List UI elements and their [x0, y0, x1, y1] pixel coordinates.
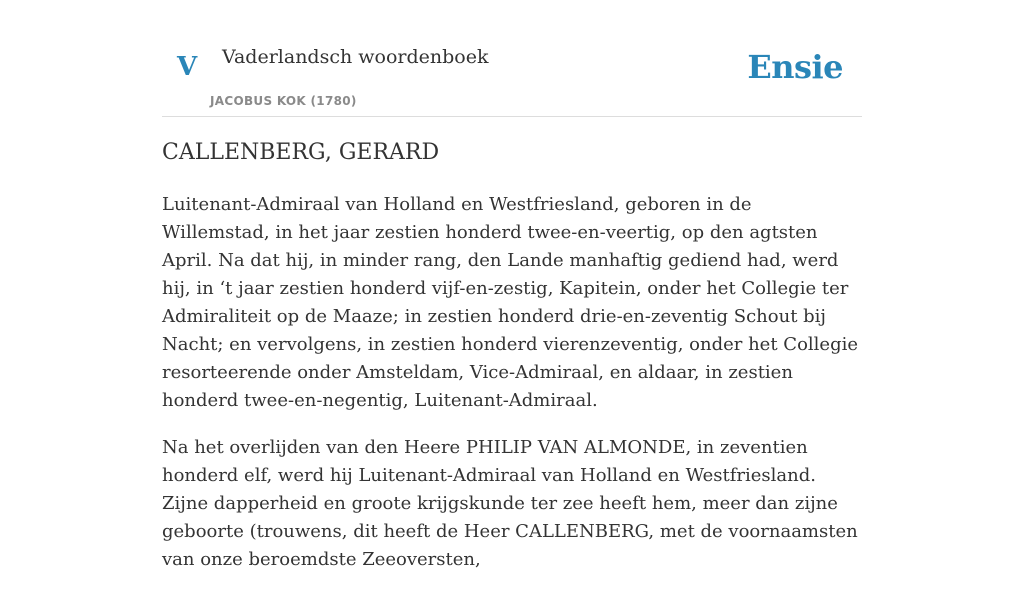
- entry-paragraph: Na het overlijden van den Heere PHILIP VAN ALMONDE, in zeventien honderd elf, werd hij Luitenant-Admiraal van Holland en Westfriesland. Zijne dapperheid en groote krijgskunde ter zee heeft hem, meer dan zijne geboorte (trouwens, dit heeft de Heer CALLENBERG, met de voornaamsten van onze beroemdste Zeeoversten,: [162, 437, 858, 570]
- entry-body: [162, 191, 864, 593]
- entry-paragraph: Luitenant-Admiraal van Holland en Westfriesland, geboren in de Willemstad, in het jaar zestien honderd twee-en-veertig, op den agtsten April. Na dat hij, in minder rang, den Lande manhaftig gediend had, werd hij, in ‘t jaar zestien honderd vijf-en-zestig, Kapitein, onder het Collegie ter Admiraliteit op de Maaze; in zestien honderd drie-en-zeventig Schout bij Nacht; en vervolgens, in zestien honderd vierenzeventig, onder het Collegie resorteerende onder Amsteldam, Vice-Admiraal, en aldaar, in zestien honderd twee-en-negentig, Luitenant-Admiraal.: [162, 194, 858, 411]
- entry-title: CALLENBERG, GERARD: [162, 140, 440, 165]
- book-title[interactable]: Vaderlandsch woordenboek: [222, 46, 489, 68]
- letter-v-icon[interactable]: V: [177, 52, 198, 82]
- site-header: [162, 0, 862, 117]
- ensie-logo[interactable]: Ensie: [747, 48, 843, 86]
- book-author: JACOBUS KOK (1780): [210, 94, 357, 108]
